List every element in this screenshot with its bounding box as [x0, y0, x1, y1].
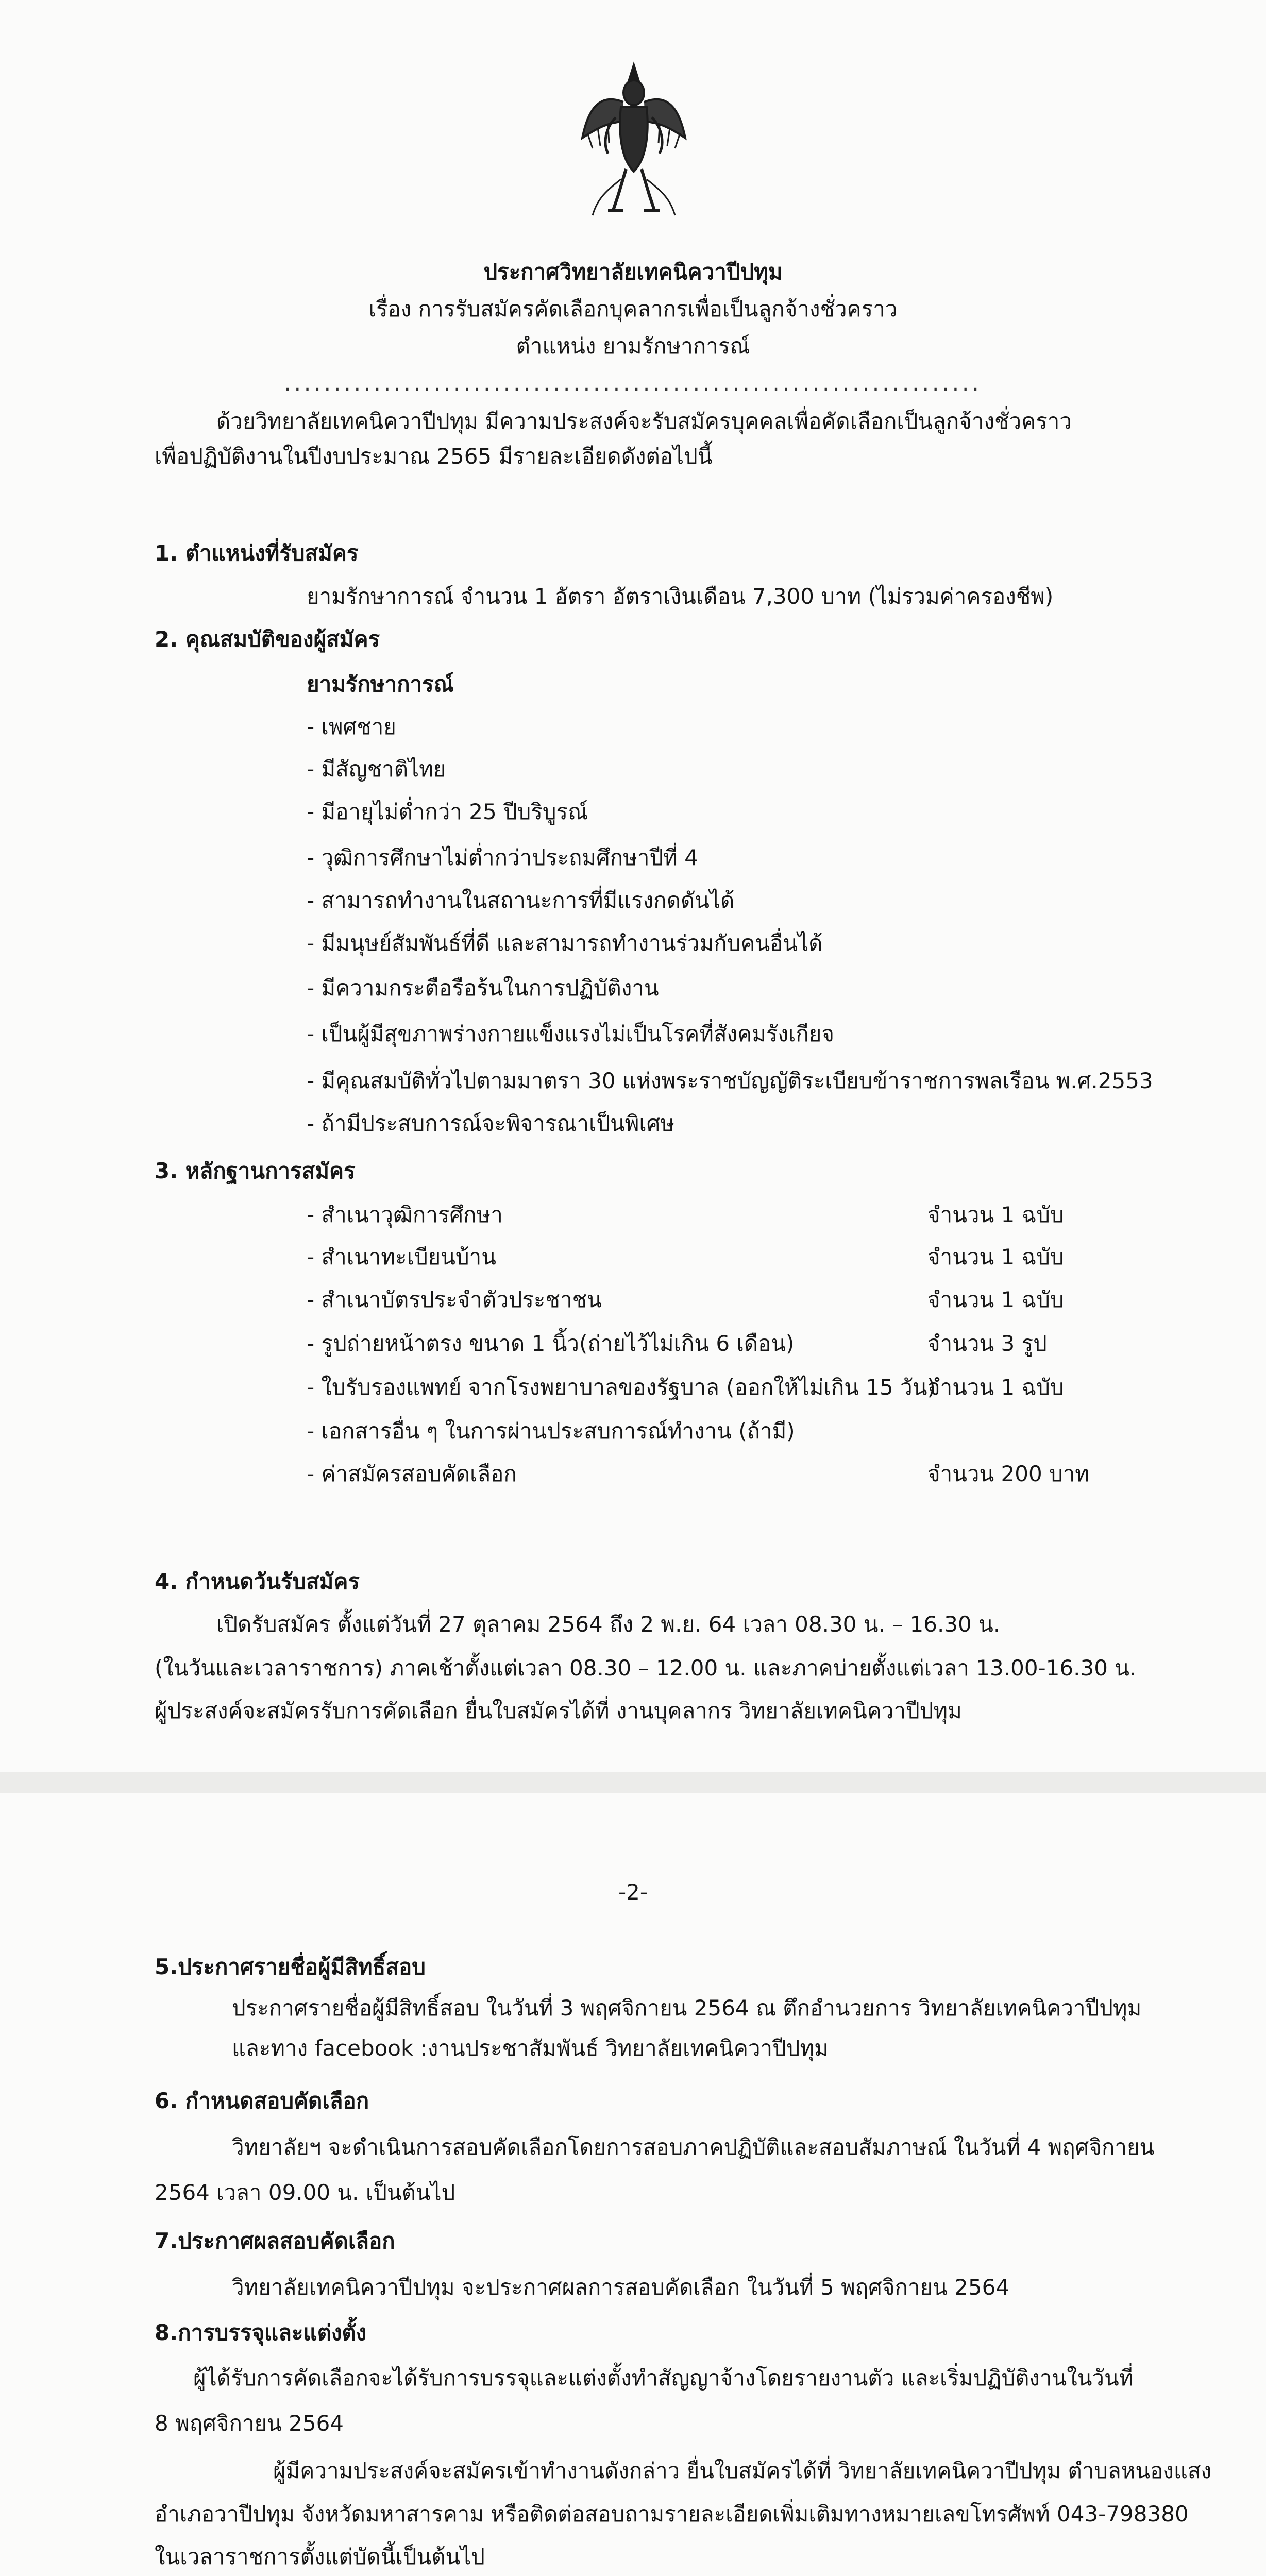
page-number: -2- — [618, 1879, 648, 1905]
position-details: ยามรักษาการณ์ จำนวน 1 อัตรา อัตราเงินเดือน 7,300 บาท (ไม่รวมค่าครองชีพ) — [307, 584, 1054, 609]
qualification-item: - มีคุณสมบัติทั่วไปตามมาตรา 30 แห่งพระราชบัญญัติระเบียบข้าราชการพลเรือน พ.ศ.2553 — [307, 1068, 1153, 1093]
page-separator — [0, 1772, 1266, 1793]
qualification-item: - ถ้ามีประสบการณ์จะพิจารณาเป็นพิเศษ — [307, 1111, 675, 1136]
application-period: เปิดรับสมัคร ตั้งแต่วันที่ 27 ตุลาคม 2564 ถึง 2 พ.ย. 64 เวลา 08.30 น. – 16.30 น. — [216, 1612, 1001, 1637]
section-3-heading: 3. หลักฐานการสมัคร — [155, 1158, 356, 1183]
contact-line-2: อำเภอวาปีปทุม จังหวัดมหาสารคาม หรือติดต่อสอบถามรายละเอียดเพิ่มเติมทางหมายเลขโทรศัพท์ 043-798380 — [155, 2501, 1189, 2527]
intro-line-1: ด้วยวิทยาลัยเทคนิควาปีปทุม มีความประสงค์จะรับสมัครบุคคลเพื่อคัดเลือกเป็นลูกจ้างชั่วคราว — [216, 409, 1072, 434]
section-5-heading: 5.ประกาศรายชื่อผู้มีสิทธิ์สอบ — [155, 1954, 426, 1979]
document-quantity: จำนวน 1 ฉบับ — [927, 1244, 1064, 1269]
document-item: - เอกสารอื่น ๆ ในการผ่านประสบการณ์ทำงาน (ถ้ามี) — [307, 1418, 795, 1444]
qualification-item: - มีอายุไม่ต่ำกว่า 25 ปีบริบูรณ์ — [307, 799, 588, 824]
result-announcement: วิทยาลัยเทคนิควาปีปทุม จะประกาศผลการสอบคัดเลือก ในวันที่ 5 พฤศจิกายน 2564 — [232, 2275, 1010, 2300]
document-quantity: จำนวน 3 รูป — [927, 1331, 1047, 1356]
qualification-item: - มีความกระตือรือร้นในการปฏิบัติงาน — [307, 975, 659, 1001]
section-8-heading: 8.การบรรจุและแต่งตั้ง — [155, 2320, 367, 2345]
appointment-line-2: 8 พฤศจิกายน 2564 — [155, 2411, 344, 2436]
garuda-emblem-icon — [577, 61, 690, 226]
document-item: - รูปถ่ายหน้าตรง ขนาด 1 นิ้ว(ถ่ายไว้ไม่เกิน 6 เดือน) — [307, 1331, 795, 1356]
section-4-heading: 4. กำหนดวันรับสมัคร — [155, 1569, 360, 1594]
document-quantity: จำนวน 1 ฉบับ — [927, 1287, 1064, 1312]
contact-line-3: ในเวลาราชการตั้งแต่บัดนี้เป็นต้นไป — [155, 2544, 485, 2569]
qualification-item: - มีมนุษย์สัมพันธ์ที่ดี และสามารถทำงานร่วมกับคนอื่นได้ — [307, 930, 823, 956]
document-item: - ค่าสมัครสอบคัดเลือก — [307, 1461, 517, 1486]
intro-line-2: เพื่อปฏิบัติงานในปีงบประมาณ 2565 มีรายละเอียดดังต่อไปนี้ — [155, 444, 713, 469]
announcement-title: ประกาศวิทยาลัยเทคนิควาปีปทุม — [483, 259, 783, 284]
appointment-line-1: ผู้ได้รับการคัดเลือกจะได้รับการบรรจุและแต่งตั้งทำสัญญาจ้างโดยรายงานตัว และเริ่มปฏิบัติงานในวันที่ — [193, 2365, 1134, 2391]
document-item: - สำเนาบัตรประจำตัวประชาชน — [307, 1287, 602, 1312]
section-1-heading: 1. ตำแหน่งที่รับสมัคร — [155, 540, 359, 566]
contact-line-1: ผู้มีความประสงค์จะสมัครเข้าทำงานดังกล่าว ยื่นใบสมัครได้ที่ วิทยาลัยเทคนิควาปีปทุม ตำบลหนองแสง — [273, 2458, 1212, 2483]
candidate-list-date: ประกาศรายชื่อผู้มีสิทธิ์สอบ ในวันที่ 3 พฤศจิกายน 2564 ณ ตึกอำนวยการ วิทยาลัยเทคนิควาปีปทุม — [232, 1995, 1142, 2021]
candidate-list-channel: และทาง facebook :งานประชาสัมพันธ์ วิทยาลัยเทคนิควาปีปทุม — [232, 2036, 829, 2061]
exam-schedule-line-1: วิทยาลัยฯ จะดำเนินการสอบคัดเลือกโดยการสอบภาคปฏิบัติและสอบสัมภาษณ์ ในวันที่ 4 พฤศจิกายน — [232, 2134, 1155, 2160]
qualification-item: - เพศชาย — [307, 714, 396, 739]
document-item: - สำเนาทะเบียนบ้าน — [307, 1244, 496, 1269]
application-location: ผู้ประสงค์จะสมัครรับการคัดเลือก ยื่นใบสมัครได้ที่ งานบุคลากร วิทยาลัยเทคนิควาปีปทุม — [155, 1698, 962, 1723]
qualification-item: - เป็นผู้มีสุขภาพร่างกายแข็งแรงไม่เป็นโรคที่สังคมรังเกียจ — [307, 1021, 834, 1046]
announcement-subject: เรื่อง การรับสมัครคัดเลือกบุคลากรเพื่อเป็นลูกจ้างชั่วคราว — [368, 296, 898, 321]
document-quantity: จำนวน 1 ฉบับ — [927, 1375, 1064, 1400]
qualification-item: - วุฒิการศึกษาไม่ต่ำกว่าประถมศึกษาปีที่ 4 — [307, 845, 698, 870]
section-2-heading: 2. คุณสมบัติของผู้สมัคร — [155, 626, 380, 652]
section-7-heading: 7.ประกาศผลสอบคัดเลือก — [155, 2228, 395, 2253]
qualification-subheading: ยามรักษาการณ์ — [307, 671, 454, 697]
document-quantity: จำนวน 200 บาท — [927, 1461, 1089, 1486]
document-item: - สำเนาวุฒิการศึกษา — [307, 1202, 503, 1227]
document-quantity: จำนวน 1 ฉบับ — [927, 1202, 1064, 1227]
application-hours: (ในวันและเวลาราชการ) ภาคเช้าตั้งแต่เวลา 08.30 – 12.00 น. และภาคบ่ายตั้งแต่เวลา 13.00-16.30 น. — [155, 1655, 1137, 1681]
qualification-item: - มีสัญชาติไทย — [307, 756, 446, 782]
exam-schedule-line-2: 2564 เวลา 09.00 น. เป็นต้นไป — [155, 2180, 455, 2205]
announcement-position: ตำแหน่ง ยามรักษาการณ์ — [516, 333, 750, 359]
document-item: - ใบรับรองแพทย์ จากโรงพยาบาลของรัฐบาล (ออกให้ไม่เกิน 15 วัน) — [307, 1375, 936, 1400]
section-6-heading: 6. กำหนดสอบคัดเลือก — [155, 2088, 369, 2113]
separator-dots: ...................................................................... — [284, 370, 982, 396]
qualification-item: - สามารถทำงานในสถานะการที่มีแรงกดดันได้ — [307, 888, 735, 913]
